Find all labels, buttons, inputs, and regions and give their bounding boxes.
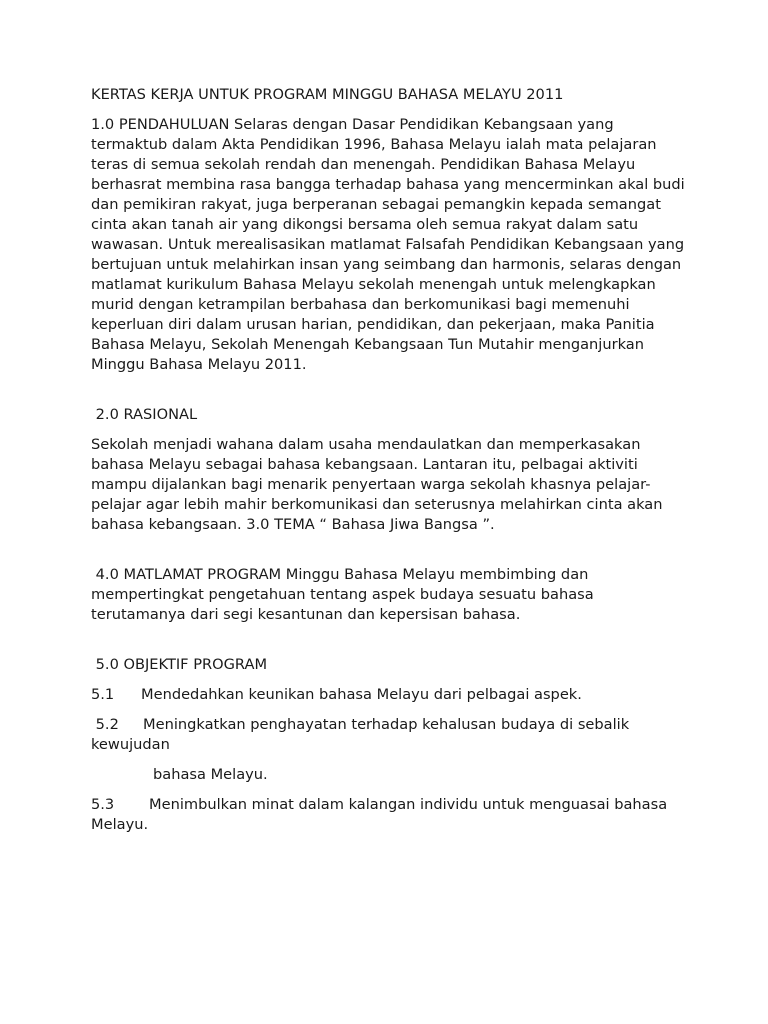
objective-number: 5.1 <box>91 686 115 703</box>
objective-item <box>91 795 691 835</box>
section-objektif-heading: 5.0 OBJEKTIF PROGRAM <box>91 656 268 673</box>
objective-continuation: bahasa Melayu. <box>153 766 268 783</box>
document-title: KERTAS KERJA UNTUK PROGRAM MINGGU BAHASA MELAYU 2011 <box>91 86 564 103</box>
section-pendahuluan: 1.0 PENDAHULUAN Selaras dengan Dasar Pendidikan Kebangsaan yang termaktub dalam Akta Pendidikan 1996, Bahasa Melayu ialah mata pelajaran teras di semua sekolah rendah dan menengah. Pendidikan Bahasa Melayu berhasrat membina rasa bangga terhadap bahasa yang mencerminkan akal budi dan pemikiran rakyat, juga berperanan sebagai pemangkin kepada semangat cinta akan tanah air yang dikongsi bersama oleh semua rakyat dalam satu wawasan. Untuk merealisasikan matlamat Falsafah Pendidikan Kebangsaan yang bertujuan untuk melahirkan insan yang seimbang dan harmonis, selaras dengan matlamat kurikulum Bahasa Melayu sekolah menengah untuk melengkapkan murid dengan ketrampilan berbahasa dan berkomunikasi bagi memenuhi keperluan diri dalam urusan harian, pendidikan, dan pekerjaan, maka Panitia Bahasa Melayu, Sekolah Menengah Kebangsaan Tun Mutahir menganjurkan Minggu Bahasa Melayu 2011. <box>91 116 690 373</box>
document-page <box>91 85 691 845</box>
section-rasional-heading: 2.0 RASIONAL <box>91 406 198 423</box>
section-rasional: Sekolah menjadi wahana dalam usaha mendaulatkan dan memperkasakan bahasa Melayu sebagai bahasa kebangsaan. Lantaran itu, pelbagai aktiviti mampu dijalankan bagi menarik penyertaan warga sekolah khasnya pelajar-pelajar agar lebih mahir berkomunikasi dan seterusnya melahirkan cinta akan bahasa kebangsaan. 3.0 TEMA “ Bahasa Jiwa Bangsa ”. <box>91 436 668 533</box>
objective-item <box>91 715 691 755</box>
objective-text: Meningkatkan penghayatan terhadap kehalusan budaya di sebalik kewujudan <box>91 716 634 753</box>
objective-number: 5.2 <box>91 716 119 733</box>
section-matlamat: 4.0 MATLAMAT PROGRAM Minggu Bahasa Melayu membimbing dan mempertingkat pengetahuan tentang aspek budaya sesuatu bahasa terutamanya dari segi kesantunan dan kepersisan bahasa. <box>91 566 599 623</box>
objective-text: Menimbulkan minat dalam kalangan individu untuk menguasai bahasa Melayu. <box>91 796 672 833</box>
objective-item <box>91 685 691 705</box>
objective-text: Mendedahkan keunikan bahasa Melayu dari pelbagai aspek. <box>141 686 582 703</box>
objective-number: 5.3 <box>91 796 115 813</box>
